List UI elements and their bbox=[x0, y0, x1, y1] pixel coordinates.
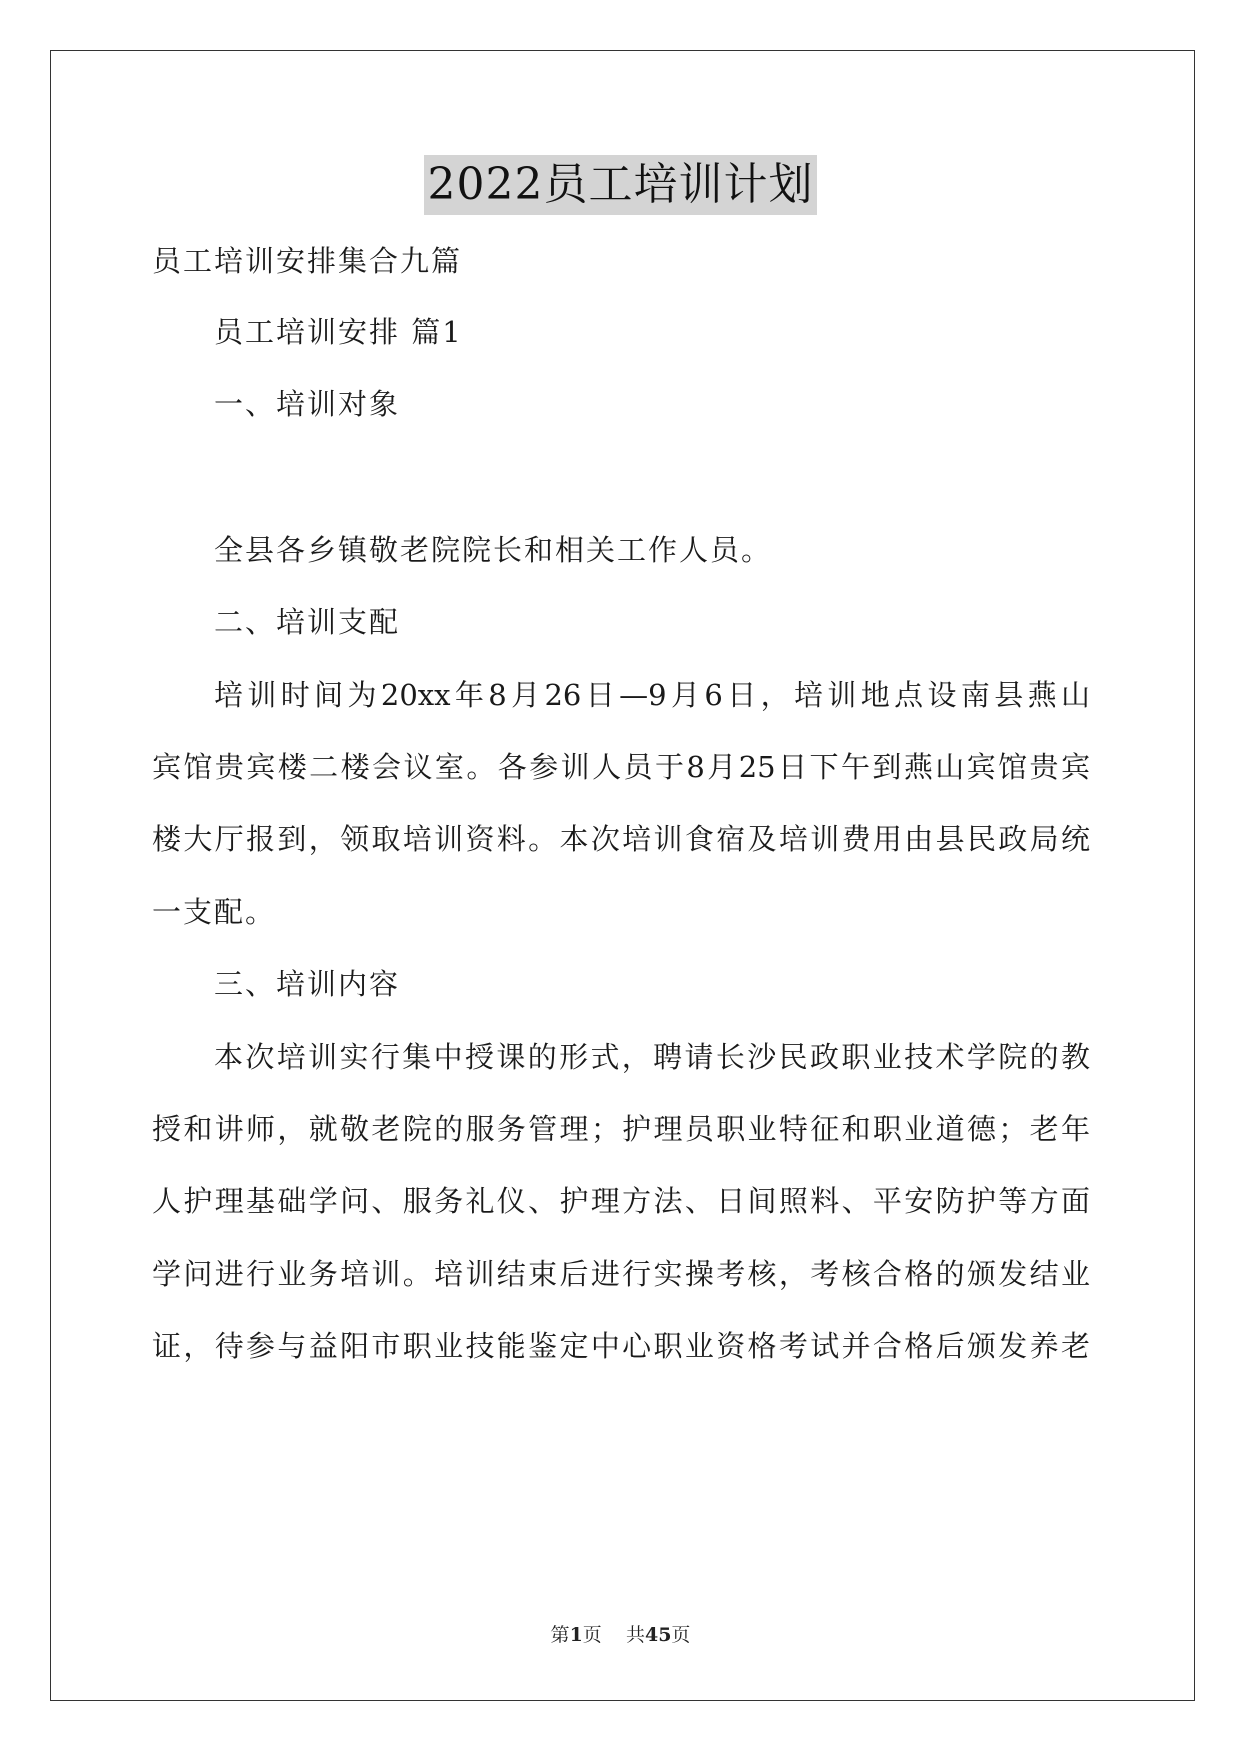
paragraph-line: 一支配。 bbox=[152, 895, 277, 929]
heading-training-arrangement: 二、培训支配 bbox=[214, 605, 401, 639]
footer-middle: 页 共 bbox=[582, 1624, 645, 1646]
paragraph-training-target: 全县各乡镇敬老院院长和相关工作人员。 bbox=[214, 533, 773, 567]
footer-suffix: 页 bbox=[671, 1624, 691, 1646]
page-border bbox=[50, 50, 1195, 1701]
footer-prefix: 第 bbox=[550, 1624, 570, 1646]
total-pages: 45 bbox=[644, 1624, 672, 1646]
paragraph-line: 楼大厅报到，领取培训资料。本次培训食宿及培训费用由县民政局统 bbox=[152, 822, 1090, 856]
heading-training-content: 三、培训内容 bbox=[214, 967, 401, 1001]
paragraph-line: 培训时间为20xx年8月26日—9月6日，培训地点设南县燕山 bbox=[214, 678, 1090, 712]
paragraph-line: 证，待参与益阳市职业技能鉴定中心职业资格考试并合格后颁发养老 bbox=[152, 1329, 1090, 1363]
page-footer bbox=[0, 1622, 1241, 1648]
title-container bbox=[0, 155, 1241, 215]
paragraph-line: 学问进行业务培训。培训结束后进行实操考核，考核合格的颁发结业 bbox=[152, 1257, 1090, 1291]
section-heading: 员工培训安排 篇1 bbox=[214, 315, 463, 349]
heading-training-target: 一、培训对象 bbox=[214, 387, 401, 421]
page-number: 1 bbox=[569, 1624, 583, 1646]
paragraph-line: 人护理基础学问、服务礼仪、护理方法、日间照料、平安防护等方面 bbox=[152, 1184, 1090, 1218]
document-title: 2022员工培训计划 bbox=[424, 155, 818, 215]
paragraph-line: 授和讲师，就敬老院的服务管理；护理员职业特征和职业道德；老年 bbox=[152, 1112, 1090, 1146]
subtitle: 员工培训安排集合九篇 bbox=[152, 244, 463, 278]
paragraph-line: 本次培训实行集中授课的形式，聘请长沙民政职业技术学院的教 bbox=[214, 1040, 1090, 1074]
paragraph-line: 宾馆贵宾楼二楼会议室。各参训人员于8月25日下午到燕山宾馆贵宾 bbox=[152, 750, 1090, 784]
